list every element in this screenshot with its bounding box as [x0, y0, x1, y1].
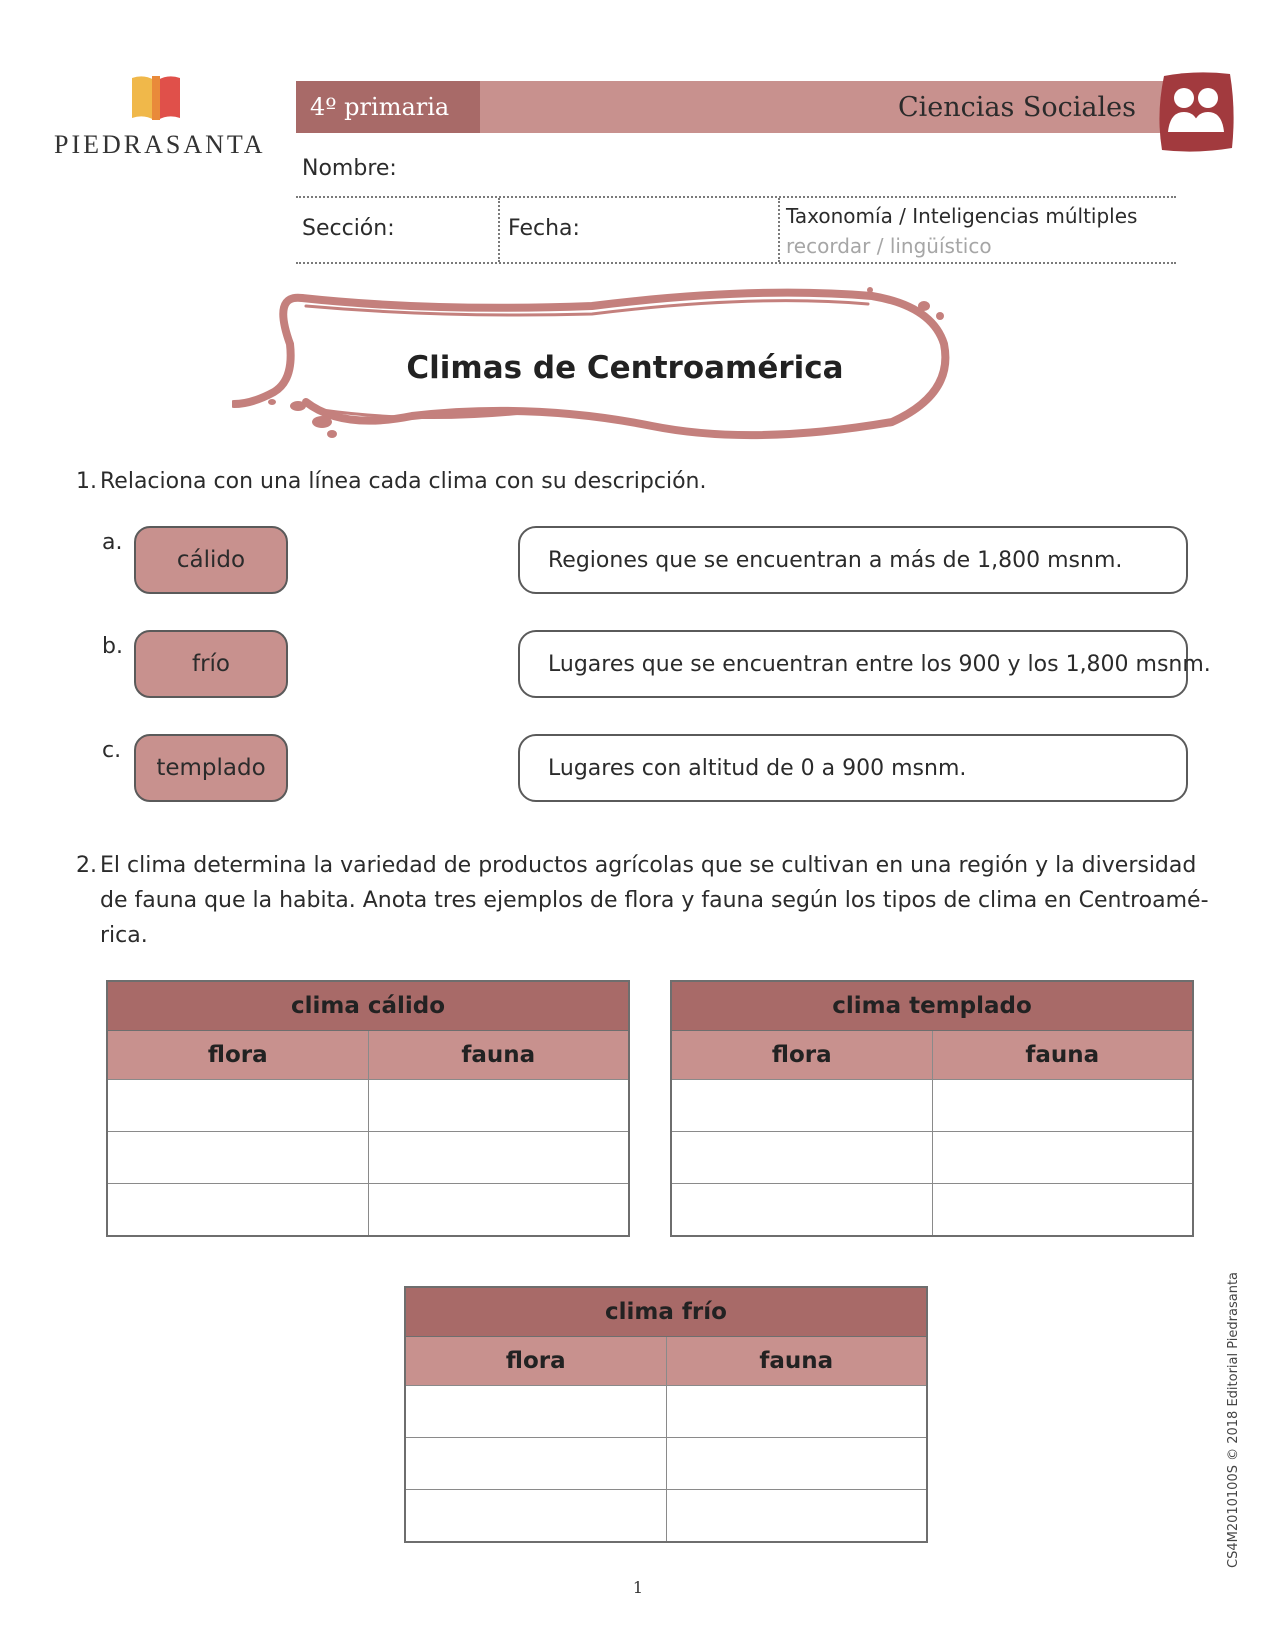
description-box[interactable]: Lugares con altitud de 0 a 900 msnm.: [518, 734, 1188, 802]
side-copyright-code: CS4M2010100S © 2018 Editorial Piedrasanta: [1226, 1271, 1241, 1568]
answer-cell[interactable]: [671, 1080, 932, 1132]
table-row: [671, 1184, 1193, 1237]
fecha-label: Fecha:: [508, 216, 580, 241]
answer-cell[interactable]: [368, 1080, 629, 1132]
answer-cell[interactable]: [671, 1184, 932, 1237]
subject-title: Ciencias Sociales: [897, 91, 1136, 123]
answer-cell[interactable]: [107, 1132, 368, 1184]
clima-letter: a.: [102, 530, 123, 555]
answer-cell[interactable]: [666, 1386, 927, 1438]
taxonomia-values: recordar / lingüístico: [786, 234, 992, 258]
nombre-label: Nombre:: [302, 156, 397, 181]
question-2-line: El clima determina la variedad de productos agrícolas que se cultivan en una región y la diversidad: [100, 853, 1197, 878]
answer-cell[interactable]: [405, 1490, 666, 1543]
description-box[interactable]: Lugares que se encuentran entre los 900 y los 1,800 msnm.: [518, 630, 1188, 698]
table-clima-frio: [404, 1286, 928, 1543]
question-1-text: Relaciona con una línea cada clima con su descripción.: [100, 469, 707, 494]
table-title: clima cálido: [107, 981, 629, 1031]
info-divider: [296, 196, 1176, 198]
column-header-flora: flora: [107, 1031, 368, 1080]
answer-cell[interactable]: [666, 1490, 927, 1543]
seccion-label: Sección:: [302, 216, 395, 241]
table-row: [405, 1386, 927, 1438]
clima-letter: b.: [102, 634, 123, 659]
answer-cell[interactable]: [671, 1132, 932, 1184]
clima-letter: c.: [102, 738, 122, 763]
taxonomia-label: Taxonomía / Inteligencias múltiples: [786, 204, 1138, 228]
clima-templado-pill[interactable]: templado: [134, 734, 288, 802]
column-header-flora: flora: [405, 1337, 666, 1386]
column-header-flora: flora: [671, 1031, 932, 1080]
table-row: [405, 1438, 927, 1490]
answer-cell[interactable]: [368, 1184, 629, 1237]
page-number: 1: [632, 1578, 644, 1597]
table-row: [671, 1132, 1193, 1184]
question-2-number: 2.: [76, 853, 97, 878]
table-title: clima frío: [405, 1287, 927, 1337]
answer-cell[interactable]: [932, 1132, 1193, 1184]
answer-cell[interactable]: [107, 1080, 368, 1132]
table-row: [671, 1080, 1193, 1132]
table-row: [107, 1080, 629, 1132]
worksheet-title: Climas de Centroamérica: [406, 350, 844, 386]
people-icon: [1156, 70, 1236, 156]
clima-frio-pill[interactable]: frío: [134, 630, 288, 698]
open-book-logo-icon: [130, 74, 182, 124]
grade-label: 4º primaria: [296, 81, 480, 133]
clima-calido-pill[interactable]: cálido: [134, 526, 288, 594]
answer-cell[interactable]: [666, 1438, 927, 1490]
publisher-logo-text: PIEDRASANTA: [54, 130, 266, 159]
question-1-number: 1.: [76, 469, 97, 494]
answer-cell[interactable]: [107, 1184, 368, 1237]
table-row: [107, 1184, 629, 1237]
info-divider: [498, 198, 500, 262]
table-row: [405, 1490, 927, 1543]
question-2-line: rica.: [100, 923, 148, 948]
answer-cell[interactable]: [932, 1080, 1193, 1132]
info-divider: [296, 262, 1176, 264]
column-header-fauna: fauna: [368, 1031, 629, 1080]
question-2-line: de fauna que la habita. Anota tres ejemplos de flora y fauna según los tipos de clima en Centroamé-: [100, 888, 1209, 913]
table-title: clima templado: [671, 981, 1193, 1031]
answer-cell[interactable]: [932, 1184, 1193, 1237]
table-clima-calido: [106, 980, 630, 1237]
answer-cell[interactable]: [405, 1386, 666, 1438]
table-row: [107, 1132, 629, 1184]
info-divider: [778, 198, 780, 262]
table-clima-templado: [670, 980, 1194, 1237]
answer-cell[interactable]: [405, 1438, 666, 1490]
answer-cell[interactable]: [368, 1132, 629, 1184]
description-box[interactable]: Regiones que se encuentran a más de 1,800 msnm.: [518, 526, 1188, 594]
column-header-fauna: fauna: [932, 1031, 1193, 1080]
column-header-fauna: fauna: [666, 1337, 927, 1386]
